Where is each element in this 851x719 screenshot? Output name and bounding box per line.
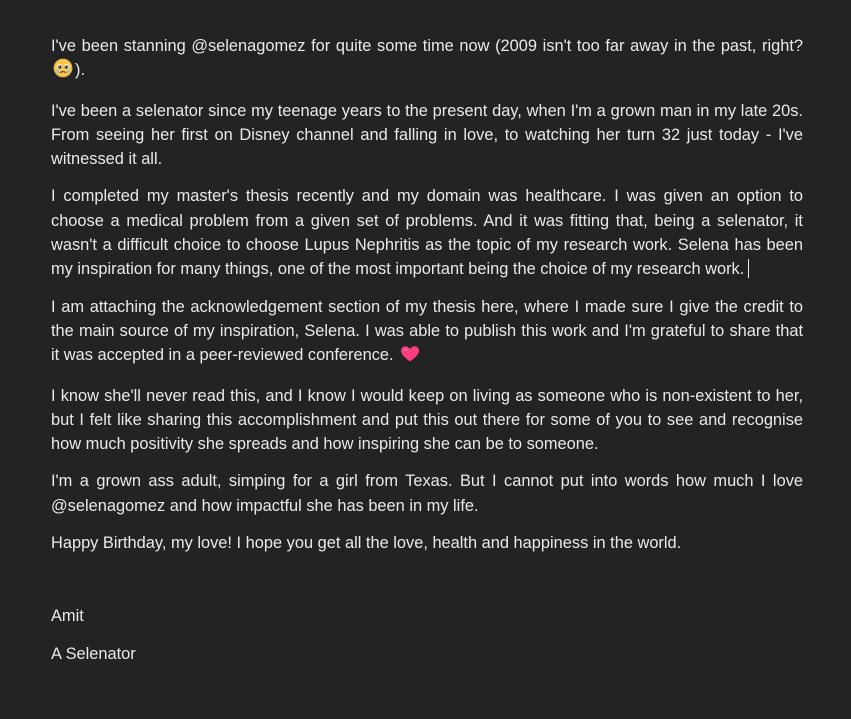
paragraph-4-text: I am attaching the acknowledgement section of my thesis here, where I made sure I give the credit to the main source of my inspiration, Selena. I was able to publish this work and I'm grateful to share that it was accepted in a peer-reviewed conference. <box>51 297 803 365</box>
signature-name: Amit <box>51 607 84 626</box>
paragraph-3 <box>51 184 803 281</box>
paragraph-7: Happy Birthday, my love! I hope you get all the love, health and happiness in the world. <box>51 534 682 553</box>
paragraph-4 <box>51 295 803 371</box>
paragraph-1-tail: ). <box>75 61 86 80</box>
paragraph-3-text: I completed my master's thesis recently and my domain was healthcare. I was given an option to choose a medical problem from a given set of problems. And it was fitting that, being a selenator, it wasn't a difficult choice to choose Lupus Nephritis as the topic of my research work. Selena has been my inspiration for many things, one of the most important being the choice of my research work. <box>51 187 803 279</box>
paragraph-6: I'm a grown ass adult, simping for a girl from Texas. But I cannot put into words how much I love @selenagomez and how impactful she has been in my life. <box>51 472 803 515</box>
blank-line <box>51 568 803 604</box>
pink-heart-icon <box>400 345 420 370</box>
text-editor[interactable] <box>51 34 803 679</box>
paragraph-2: I've been a selenator since my teenage years to the present day, when I'm a grown man in my late 20s. From seeing her first on Disney channel and falling in love, to watching her turn 32 just today - I've witnessed it all. <box>51 101 803 169</box>
paragraph-1 <box>51 34 803 86</box>
signature-title: A Selenator <box>51 644 136 663</box>
paragraph-5: I know she'll never read this, and I know I would keep on living as someone who is non-existent to her, but I felt like sharing this accomplishment and put this out there for some of you to see and recognise how much positivity she spreads and how inspiring she can be to someone. <box>51 386 803 454</box>
pleading-tears-face-icon <box>53 58 73 85</box>
text-cursor <box>748 259 749 278</box>
paragraph-1-text: I've been stanning @selenagomez for quite some time now (2009 isn't too far away in the past, right? <box>51 37 803 55</box>
